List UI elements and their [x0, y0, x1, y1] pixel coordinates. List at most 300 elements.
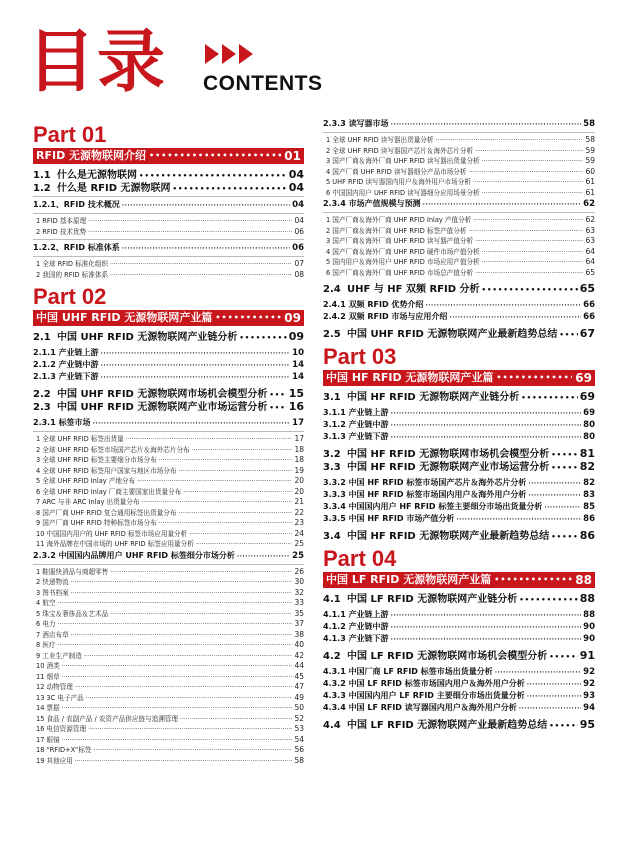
entry-text: 中国 HF RFID 无源物联网市场机会模型分析: [347, 449, 550, 460]
leader-dots: [391, 119, 582, 130]
entry-text: 10 酒类: [36, 662, 60, 670]
page-number: 69: [575, 371, 592, 385]
toc-entry-l1[interactable]: [323, 447, 595, 460]
leader-dots: [449, 312, 581, 323]
toc-entry-l3[interactable]: [33, 724, 304, 735]
part-heading: Part 02: [33, 284, 107, 309]
leader-dots: [57, 641, 292, 651]
entry-text: 4 航空: [36, 599, 56, 607]
entry-title: [323, 609, 389, 621]
entry-text: 5 UHF RFID 读写器国内用户＆海外用户市场分析: [326, 178, 471, 186]
page-number: 19: [294, 465, 304, 475]
entry-title: [36, 682, 73, 693]
toc-entry-l1[interactable]: [33, 400, 304, 413]
leader-dots: [62, 662, 293, 672]
toc-entry-l2[interactable]: [33, 371, 304, 383]
entry-text: 2 快递物流: [36, 578, 69, 586]
entry-title: [33, 331, 237, 343]
entry-title: [323, 311, 447, 323]
leader-dots: [101, 360, 291, 371]
entry-text: 4.1.1 产业链上游: [323, 610, 389, 619]
toc-entry-l1[interactable]: [33, 181, 304, 194]
page-number: 18: [294, 455, 304, 464]
entry-title: [36, 735, 60, 746]
toc-entry-l3[interactable]: [33, 661, 304, 672]
entry-text: 6 国产厂商＆海外厂商 UHF RFID 市场总产值分析: [326, 268, 474, 277]
toc-entry-l3[interactable]: [323, 226, 595, 237]
leader-dots: [237, 551, 290, 562]
page-number: 06: [292, 243, 304, 253]
toc-entry-l3[interactable]: [33, 703, 304, 714]
leader-dots: [544, 502, 581, 513]
entry-title: [36, 630, 69, 641]
toc-entry-l2[interactable]: [323, 118, 595, 130]
page-number: 25: [294, 539, 304, 548]
page-number: 17: [294, 434, 304, 443]
leader-dots: [475, 269, 583, 279]
entry-title: [323, 678, 525, 690]
page-number: 82: [579, 460, 595, 473]
toc-entry-l3[interactable]: [323, 236, 595, 247]
page-number: 06: [294, 226, 304, 236]
section-number: 1.2: [33, 183, 51, 194]
leader-dots: [192, 446, 293, 456]
entry-title: [323, 513, 454, 525]
entry-text: 什么是 RFID 无源物联网: [57, 183, 171, 194]
leader-dots: [101, 372, 291, 383]
arrow-icon: [222, 44, 236, 64]
page-number: 32: [294, 587, 304, 597]
leader-dots: [391, 420, 582, 431]
toc-entry-l1[interactable]: [323, 327, 595, 340]
leader-dots: [425, 300, 581, 311]
entry-title: [33, 417, 91, 429]
toc-entry-l2[interactable]: [323, 198, 595, 210]
entry-text: 中国 UHF RFID 无源物联网产业市场运营分析: [57, 402, 268, 413]
leader-dots: [496, 370, 572, 386]
entry-title: [36, 640, 55, 651]
toc-entry-l3[interactable]: [323, 146, 595, 157]
leader-dots: [178, 509, 292, 519]
entry-title: [36, 724, 86, 735]
divider: [33, 196, 304, 197]
entry-title: [323, 666, 493, 678]
leader-dots: [521, 392, 577, 403]
entry-text: 6 中国国内用户 UHF RFID 读写器细分应用场景分析: [326, 188, 480, 197]
leader-dots: [189, 530, 292, 540]
page-number: 62: [583, 199, 595, 209]
entry-text: 5 珠宝＆奢侈品＆艺术品: [36, 609, 109, 618]
toc-entry-l3[interactable]: [33, 714, 304, 725]
entry-text: 2.3.2 中国国内品牌用户 UHF RFID 标签细分市场分析: [33, 550, 235, 560]
toc-entry-l3[interactable]: [33, 529, 304, 540]
entry-text: 3.3.3 中国 HF RFID 标签市场国内用户＆海外用户分析: [323, 490, 527, 499]
toc-entry-l3[interactable]: [33, 630, 304, 641]
entry-title: [33, 199, 120, 211]
entry-text: 2.3.3 读写器市场: [323, 119, 389, 128]
entry-title: [36, 651, 82, 662]
toc-entry-l1[interactable]: [323, 390, 595, 403]
leader-dots: [75, 683, 293, 693]
leader-dots: [57, 620, 292, 630]
leader-dots: [468, 168, 583, 178]
entry-text: 17 眼镜: [36, 735, 60, 744]
toc-entry-l2[interactable]: [323, 299, 595, 311]
toc-entry-l3[interactable]: [323, 257, 595, 268]
toc-entry-l3[interactable]: [323, 247, 595, 258]
page-number: 90: [583, 634, 595, 644]
entry-title: [36, 227, 86, 238]
entry-text: 2 国产厂商＆海外厂商 UHF RFID 标签产值分析: [326, 226, 467, 235]
leader-dots: [71, 589, 293, 599]
toc-entry-l1[interactable]: [323, 592, 595, 605]
part-heading: Part 01: [33, 122, 107, 147]
toc-entry-l3[interactable]: [33, 539, 304, 550]
entry-title: [36, 508, 176, 519]
divider: [33, 239, 304, 240]
page-number: 50: [294, 703, 304, 712]
section-number: 4.4: [323, 720, 341, 731]
entry-title: [323, 489, 526, 501]
leader-dots: [436, 136, 584, 146]
divider: [33, 213, 304, 214]
toc-entry-l3[interactable]: [323, 135, 595, 146]
entry-title: [326, 236, 473, 247]
entry-title: [36, 598, 55, 609]
entry-text: 7 ARC 与非 ARC Inlay 出货量分布: [36, 498, 140, 506]
entry-title: [323, 391, 519, 403]
toc-entry-l2[interactable]: [323, 690, 595, 702]
entry-title: [36, 703, 60, 714]
page-number: 92: [583, 679, 595, 689]
toc-entry-l1[interactable]: [323, 282, 595, 295]
leader-dots: [528, 490, 581, 501]
toc-entry-l2[interactable]: [323, 407, 595, 419]
toc-entry-l2[interactable]: [323, 489, 595, 501]
page-number: 65: [579, 282, 595, 295]
entry-text: 5 全球 UHF RFID Inlay 产地分布: [36, 477, 136, 485]
page-number: 24: [294, 528, 304, 538]
toc-entry-l3[interactable]: [33, 745, 304, 756]
page-number: 61: [585, 177, 595, 186]
leader-dots: [84, 652, 293, 662]
toc-entry-l3[interactable]: [323, 188, 595, 199]
entry-title: [33, 550, 235, 562]
toc-entry-l3[interactable]: [323, 156, 595, 167]
page-number: 10: [292, 348, 304, 358]
toc-entry-l3[interactable]: [33, 455, 304, 466]
entry-text: 中国 UHF RFID 无源物联网产业最新趋势总结: [347, 329, 558, 340]
entry-title: [323, 431, 389, 443]
entry-text: 16 电信资源管理: [36, 725, 87, 733]
toc-entry-l3[interactable]: [33, 445, 304, 456]
page-number: 26: [294, 566, 304, 576]
entry-title: [326, 268, 473, 279]
toc-entry-l2[interactable]: [33, 199, 304, 211]
part-title: 中国 LF RFID 无源物联网产业篇: [326, 573, 492, 586]
page-number: 25: [292, 550, 304, 561]
toc-entry-l2[interactable]: [323, 678, 595, 690]
toc-entry-l3[interactable]: [323, 167, 595, 178]
entry-text: 2.1.2 产业链中游: [33, 360, 99, 369]
divider: [33, 256, 304, 257]
part-title: 中国 UHF RFID 无源物联网产业篇: [36, 311, 213, 324]
toc-entry-l1[interactable]: [33, 168, 304, 181]
divider: [33, 431, 304, 432]
page-number: 63: [585, 225, 595, 235]
leader-dots: [71, 631, 293, 641]
toc-entry-l3[interactable]: [33, 682, 304, 693]
leader-dots: [549, 651, 577, 662]
entry-text: 什么是无源物联网: [57, 170, 137, 181]
page-number: 95: [579, 718, 595, 731]
page-number: 22: [294, 507, 304, 517]
entry-text: 3 全球 UHF RFID 标签主要细分市场分布: [36, 456, 157, 464]
toc-entry-l2[interactable]: [323, 621, 595, 633]
entry-title: [36, 270, 108, 281]
entry-title: [323, 633, 389, 645]
toc-entry-l2[interactable]: [323, 419, 595, 431]
leader-dots: [423, 199, 582, 210]
entry-title: [36, 466, 176, 477]
leader-dots: [57, 599, 292, 609]
entry-title: [323, 328, 557, 340]
leader-dots: [196, 540, 293, 550]
entry-title: [323, 299, 423, 311]
toc-entry-l3[interactable]: [33, 259, 304, 270]
entry-title: [323, 621, 389, 633]
arrow-icon: [205, 44, 219, 64]
entry-text: 19 其他应用: [36, 756, 73, 765]
toc-entry-l3[interactable]: [33, 640, 304, 651]
toc-entry-l3[interactable]: [323, 268, 595, 279]
page-number: 60: [585, 166, 595, 176]
entry-title: [36, 745, 91, 756]
toc-header: [27, 20, 627, 110]
page-number: 56: [294, 745, 304, 754]
entry-title: [36, 714, 178, 725]
entry-text: 中国 UHF RFID 无源物联网市场机会模型分析: [57, 389, 268, 400]
toc-entry-l3[interactable]: [33, 518, 304, 529]
toc-entry-l3[interactable]: [323, 177, 595, 188]
leader-dots: [93, 746, 292, 756]
section-number: 4.1: [323, 594, 341, 605]
toc-entry-l2[interactable]: [323, 666, 595, 678]
toc-entry-l1[interactable]: [33, 330, 304, 343]
section-number: 2.1: [33, 332, 51, 343]
entry-text: 1.2.2、RFID 标准体系: [33, 243, 120, 252]
leader-dots: [391, 408, 582, 419]
entry-text: 4.3.3 中国国内用户 LF RFID 主要细分市场出货量分析: [323, 691, 525, 700]
entry-text: 9 国产厂商 UHF RFID 特种标签市场分布: [36, 519, 157, 527]
toc-entry-l2[interactable]: [33, 242, 304, 254]
page-number: 66: [583, 300, 595, 310]
entry-title: [323, 448, 549, 460]
leader-dots: [110, 271, 292, 281]
entry-title: [36, 567, 108, 578]
entry-text: 3 图书档案: [36, 588, 69, 597]
toc-entry-l3[interactable]: [33, 588, 304, 599]
toc-entry-l2[interactable]: [33, 359, 304, 371]
toc-entry-l2[interactable]: [323, 431, 595, 443]
toc-entry-l3[interactable]: [33, 270, 304, 281]
entry-text: 2.4.2 双频 RFID 市场与应用介绍: [323, 312, 448, 321]
toc-entry-l3[interactable]: [33, 508, 304, 519]
toc-entry-l3[interactable]: [33, 476, 304, 487]
page-title: 目录: [27, 22, 168, 102]
toc-entry-l3[interactable]: [33, 693, 304, 704]
toc-entry-l2[interactable]: [323, 633, 595, 645]
page-number: 65: [585, 267, 595, 277]
entry-text: 中国 LF RFID 无源物联网产业链分析: [347, 594, 518, 605]
page-number: 20: [294, 486, 304, 496]
entry-text: 6 全球 UHF RFID Inlay 厂商主要国家出货量分布: [36, 487, 182, 496]
entry-text: 1.2.1、RFID 技术概况: [33, 200, 120, 209]
entry-title: [36, 588, 69, 599]
leader-dots: [141, 498, 292, 508]
toc-entry-l2[interactable]: [323, 311, 595, 323]
leader-dots: [551, 531, 577, 542]
toc-entry-l1[interactable]: [323, 529, 595, 542]
page-number: 23: [294, 518, 304, 527]
toc-entry-l3[interactable]: [33, 598, 304, 609]
entry-title: [323, 118, 389, 130]
section-number: 3.3: [323, 462, 341, 473]
toc-entry-l3[interactable]: [33, 735, 304, 746]
toc-entry-l3[interactable]: [33, 227, 304, 238]
leader-dots: [456, 514, 581, 525]
leader-dots: [88, 228, 292, 238]
page-number: 04: [292, 200, 304, 210]
entry-text: 1 全球 UHF RFID 标签出货量: [36, 435, 124, 443]
toc-entry-l3[interactable]: [33, 216, 304, 227]
entry-text: 11 烟草: [36, 672, 60, 681]
page-number: 49: [294, 692, 304, 702]
page-number: 91: [579, 649, 595, 662]
entry-title: [323, 477, 526, 489]
entry-title: [36, 661, 60, 672]
toc-entry-l3[interactable]: [33, 487, 304, 498]
toc-entry-l3[interactable]: [33, 609, 304, 620]
leader-dots: [110, 568, 292, 578]
entry-title: [323, 407, 389, 419]
entry-text: 10 中国国内用户的 UHF RFID 标签市场应用量分析: [36, 529, 188, 538]
section-number: 3.4: [323, 531, 341, 542]
toc-entry-l2[interactable]: [323, 513, 595, 525]
page-number: 38: [294, 629, 304, 639]
entry-text: 7 酒店布草: [36, 630, 69, 639]
toc-entry-l1[interactable]: [323, 460, 595, 473]
toc-entry-l3[interactable]: [33, 577, 304, 588]
toc-entry-l3[interactable]: [33, 567, 304, 578]
entry-text: 3.1.3 产业链下游: [323, 432, 389, 441]
section-number: 2.2: [33, 389, 51, 400]
entry-title: [36, 518, 157, 529]
page-number: 86: [583, 514, 595, 524]
toc-entry-l3[interactable]: [33, 619, 304, 630]
entry-title: [323, 530, 549, 542]
toc-entry-l2[interactable]: [323, 477, 595, 489]
entry-title: [36, 529, 187, 540]
entry-text: 18 “RFID+X”标签: [36, 746, 92, 754]
toc-entry-l3[interactable]: [33, 497, 304, 508]
toc-entry-l3[interactable]: [33, 756, 304, 767]
leader-dots: [528, 478, 581, 489]
contents-subtitle: CONTENTS: [203, 72, 323, 95]
leader-dots: [180, 715, 292, 725]
toc-entry-l2[interactable]: [33, 347, 304, 359]
part-title-bar[interactable]: [33, 148, 304, 164]
entry-text: 2.1.3 产业链下游: [33, 372, 99, 381]
leader-dots: [475, 147, 583, 157]
part-title-bar[interactable]: [33, 310, 304, 326]
toc-entry-l3[interactable]: [33, 672, 304, 683]
toc-entry-l3[interactable]: [323, 215, 595, 226]
entry-text: 4.3.2 中国 LF RFID 标签市场国内用户＆海外用户分析: [323, 679, 525, 688]
leader-dots: [137, 477, 292, 487]
toc-entry-l2[interactable]: [323, 501, 595, 513]
entry-title: [323, 593, 517, 605]
toc-entry-l3[interactable]: [33, 466, 304, 477]
leader-dots: [527, 691, 581, 702]
leader-dots: [122, 200, 290, 211]
toc-column-right: [323, 118, 595, 731]
entry-text: 4 国产厂商 UHF RFID 读写器细分产品市场分析: [326, 167, 467, 176]
toc-entry-l2[interactable]: [323, 702, 595, 714]
leader-dots: [482, 189, 584, 199]
page-number: 09: [284, 311, 301, 325]
leader-dots: [62, 704, 293, 714]
toc-entry-l1[interactable]: [323, 649, 595, 662]
page-number: 47: [294, 682, 304, 691]
leader-dots: [126, 435, 293, 445]
leader-dots: [215, 310, 281, 326]
entry-title: [326, 257, 480, 268]
part-title-bar[interactable]: [323, 370, 595, 386]
page-number: 90: [583, 622, 595, 632]
entry-text: 3.3.2 中国 HF RFID 标签市场国产芯片＆海外芯片分析: [323, 478, 527, 487]
toc-entry-l2[interactable]: [323, 609, 595, 621]
entry-text: 3.3.4 中国国内用户 HF RFID 标签主要细分市场出货量分析: [323, 502, 543, 511]
entry-text: 中国 HF RFID 无源物联网产业链分析: [347, 392, 520, 403]
toc-entry-l3[interactable]: [33, 434, 304, 445]
part-title-bar[interactable]: [323, 572, 595, 588]
entry-text: 2.4.1 双频 RFID 优势介绍: [323, 300, 424, 309]
entry-text: 5 国内用户＆海外用户 UHF RFID 市场应用产值分析: [326, 258, 480, 266]
entry-text: 4.3.1 中国厂商 LF RFID 标签市场出货量分析: [323, 667, 493, 676]
page-number: 52: [294, 713, 304, 723]
arrow-icon: [239, 44, 253, 64]
leader-dots: [139, 170, 287, 181]
entry-text: 2 我国的 RFID 标准体系: [36, 270, 109, 279]
entry-title: [326, 156, 480, 167]
section-number: 2.5: [323, 329, 341, 340]
toc-entry-l2[interactable]: [33, 417, 304, 429]
toc-entry-l1[interactable]: [323, 718, 595, 731]
page-number: 83: [583, 490, 595, 500]
toc-entry-l3[interactable]: [33, 651, 304, 662]
page-number: 88: [575, 573, 592, 587]
entry-title: [33, 359, 99, 371]
leader-dots: [481, 284, 577, 295]
part-heading: Part 04: [323, 546, 397, 571]
section-number: 1.1: [33, 170, 51, 181]
toc-entry-l1[interactable]: [33, 387, 304, 400]
toc-entry-l2[interactable]: [33, 550, 304, 562]
leader-dots: [482, 157, 584, 167]
page-number: 69: [579, 390, 595, 403]
entry-text: 中国 LF RFID 无源物联网产业最新趋势总结: [347, 720, 548, 731]
